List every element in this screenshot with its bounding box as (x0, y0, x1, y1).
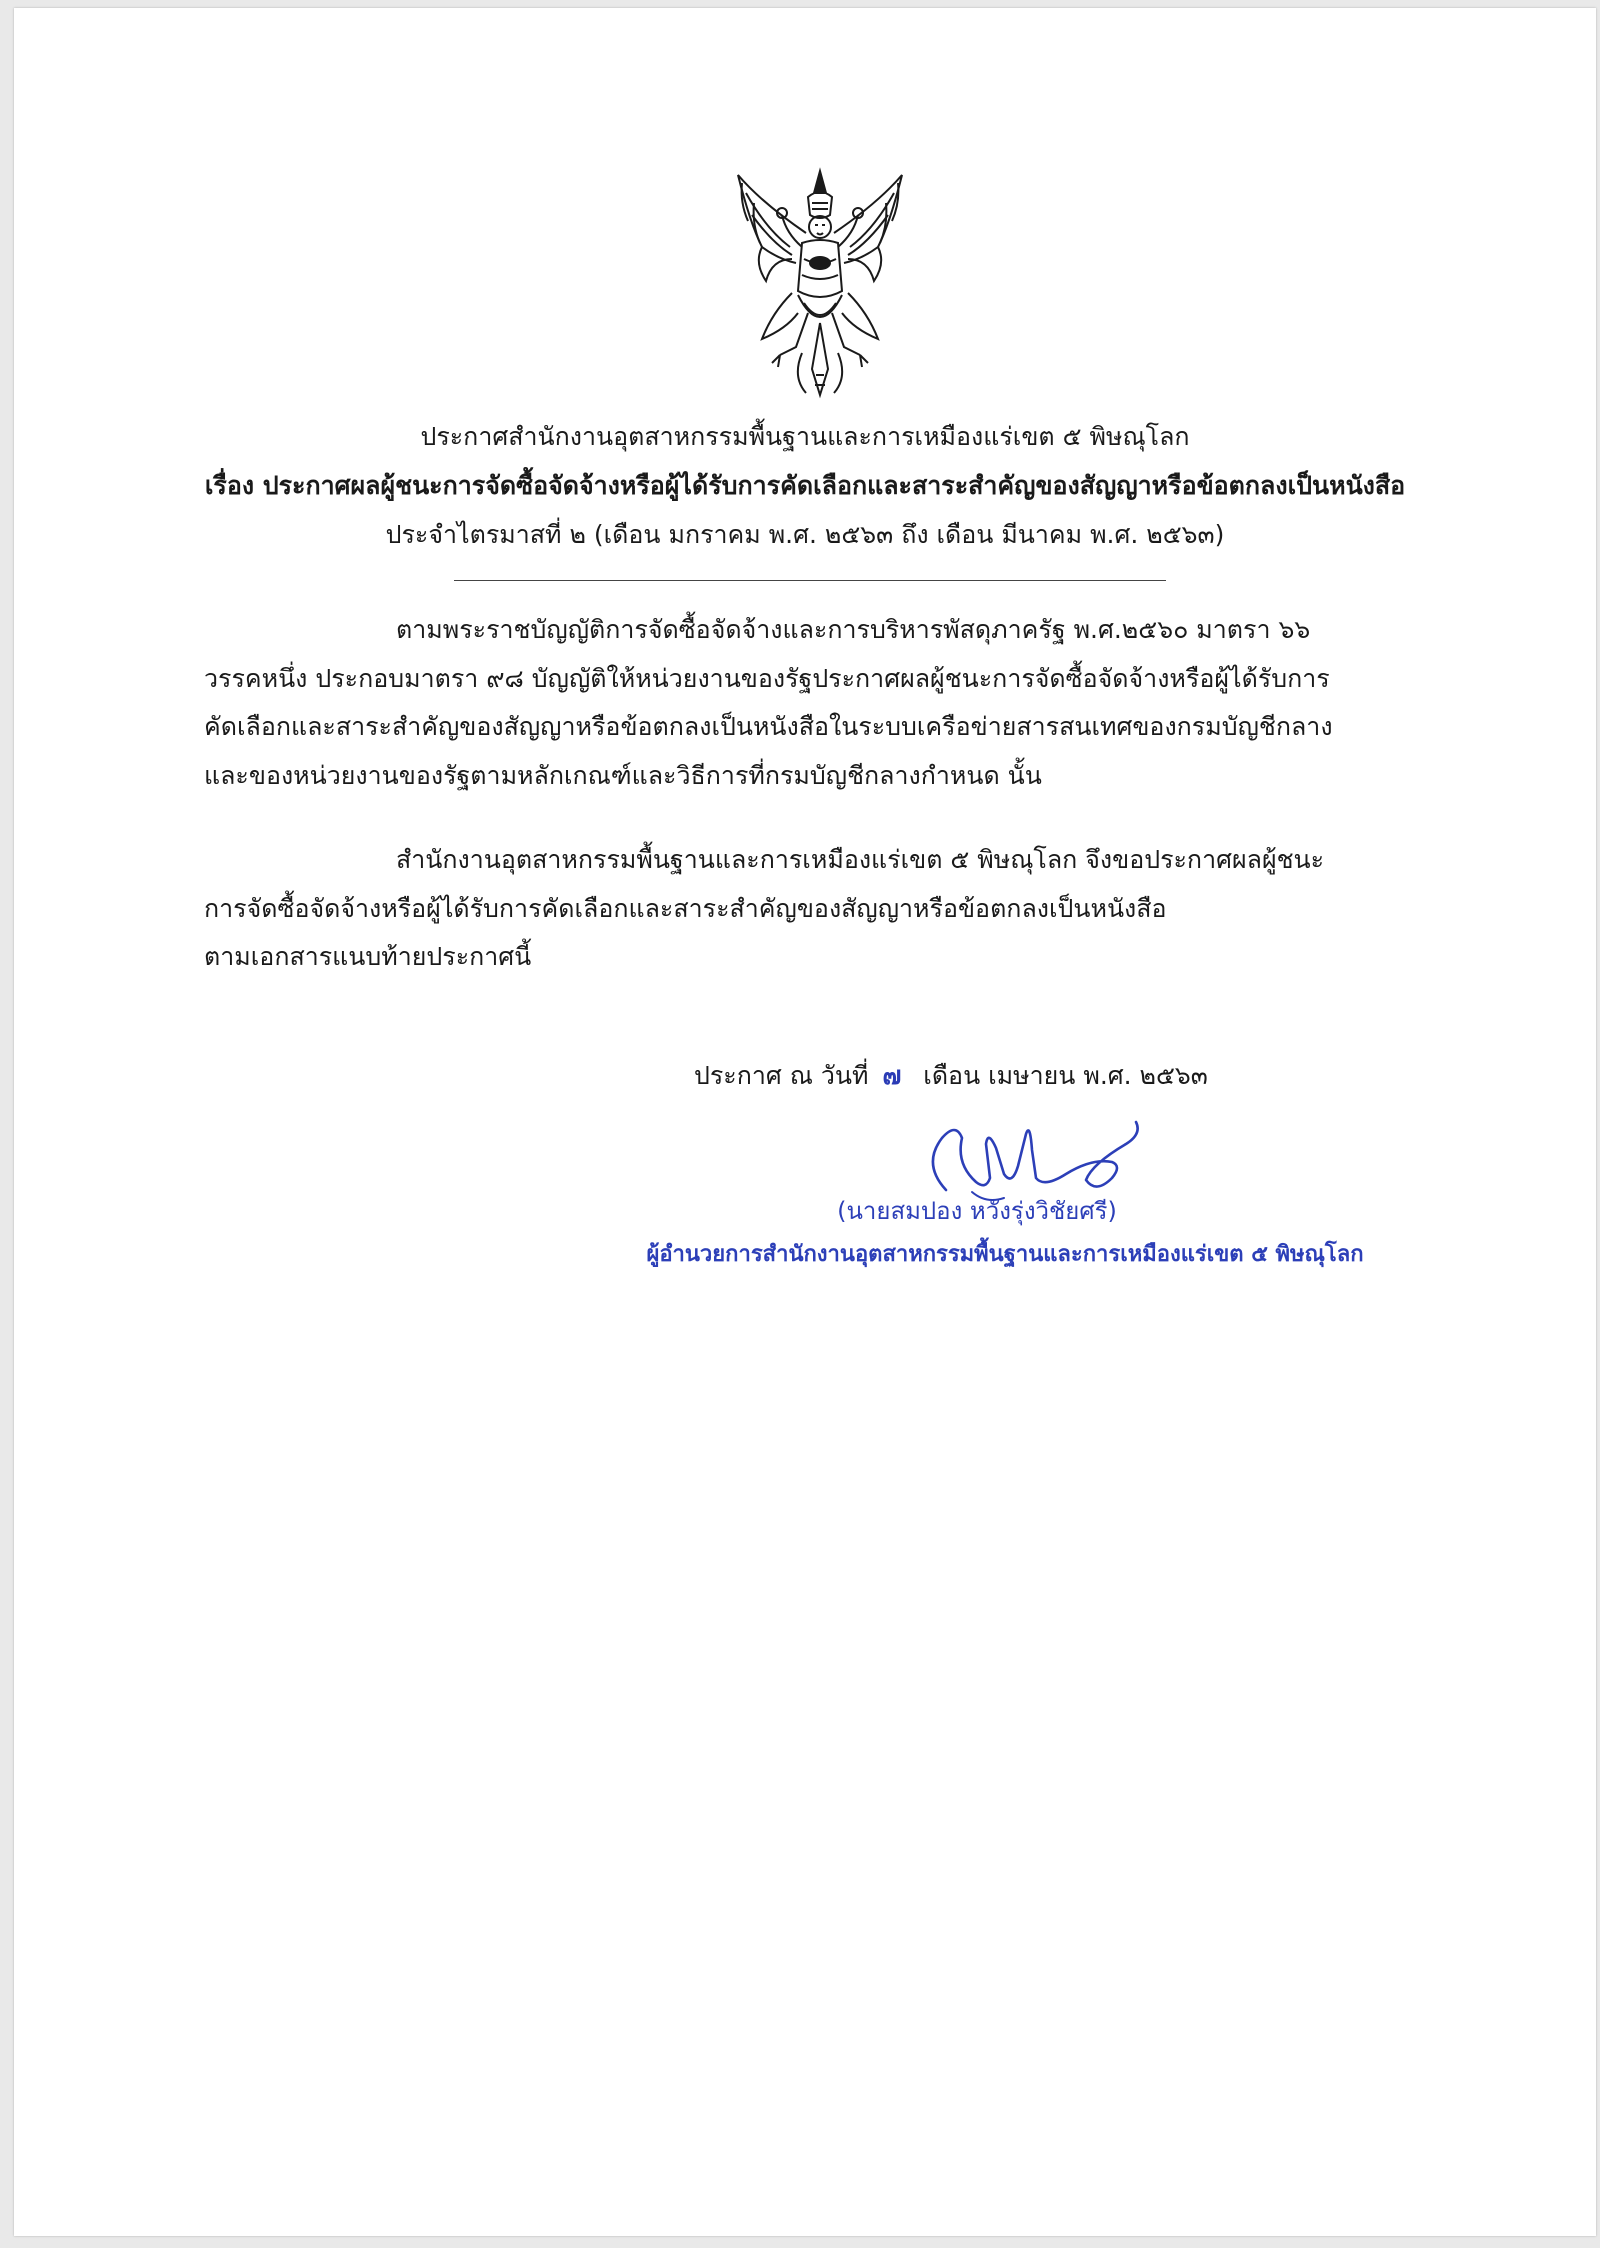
paragraph-line: และของหน่วยงานของรัฐตามหลักเกณฑ์และวิธีการที่กรมบัญชีกลางกำหนด นั้น (204, 760, 1042, 790)
date-day: ๗ (882, 1061, 902, 1090)
announcement-heading: ประกาศสำนักงานอุตสาหกรรมพื้นฐานและการเหมืองแร่เขต ๕ พิษณุโลก (420, 422, 1190, 451)
body-paragraph-1 (204, 606, 1422, 800)
header-divider (454, 580, 1166, 581)
garuda-emblem-icon (732, 163, 908, 403)
signer-name: (นายสมปอง หวังรุ่งวิชัยศรี) (837, 1197, 1117, 1225)
date-month-year: เดือน เมษายน พ.ศ. ๒๕๖๓ (923, 1061, 1208, 1090)
date-prefix: ประกาศ ณ วันที่ (694, 1061, 869, 1090)
document-page (14, 8, 1596, 2236)
paragraph-line: สำนักงานอุตสาหกรรมพื้นฐานและการเหมืองแร่เขต ๕ พิษณุโลก จึงขอประกาศผลผู้ชนะ (396, 845, 1325, 874)
paragraph-line: ตามเอกสารแนบท้ายประกาศนี้ (204, 942, 532, 971)
announcement-date (694, 1060, 1208, 1092)
announcement-period: ประจำไตรมาสที่ ๒ (เดือน มกราคม พ.ศ. ๒๕๖๓ ถึง เดือน มีนาคม พ.ศ. ๒๕๖๓) (385, 520, 1225, 549)
paragraph-line: คัดเลือกและสาระสำคัญของสัญญาหรือข้อตกลงเป็นหนังสือในระบบเครือข่ายสารสนเทศของกรมบัญชีกลาง (204, 712, 1333, 741)
announcement-subject: เรื่อง ประกาศผลผู้ชนะการจัดซื้อจัดจ้างหรือผู้ได้รับการคัดเลือกและสาระสำคัญของสัญญาหรือข้อตกลงเป็นหนังสือ (204, 471, 1406, 500)
signer-title: ผู้อำนวยการสำนักงานอุตสาหกรรมพื้นฐานและการเหมืองแร่เขต ๕ พิษณุโลก (646, 1242, 1364, 1267)
body-paragraph-2 (204, 836, 1422, 982)
paragraph-line: ตามพระราชบัญญัติการจัดซื้อจัดจ้างและการบริหารพัสดุภาครัฐ พ.ศ.๒๕๖๐ มาตรา ๖๖ (396, 615, 1311, 644)
paragraph-line: การจัดซื้อจัดจ้างหรือผู้ได้รับการคัดเลือกและสาระสำคัญของสัญญาหรือข้อตกลงเป็นหนังสือ (204, 893, 1167, 923)
paragraph-line: วรรคหนึ่ง ประกอบมาตรา ๙๘ บัญญัติให้หน่วยงานของรัฐประกาศผลผู้ชนะการจัดซื้อจัดจ้างหรือผู้ได้รับการ (204, 663, 1330, 693)
